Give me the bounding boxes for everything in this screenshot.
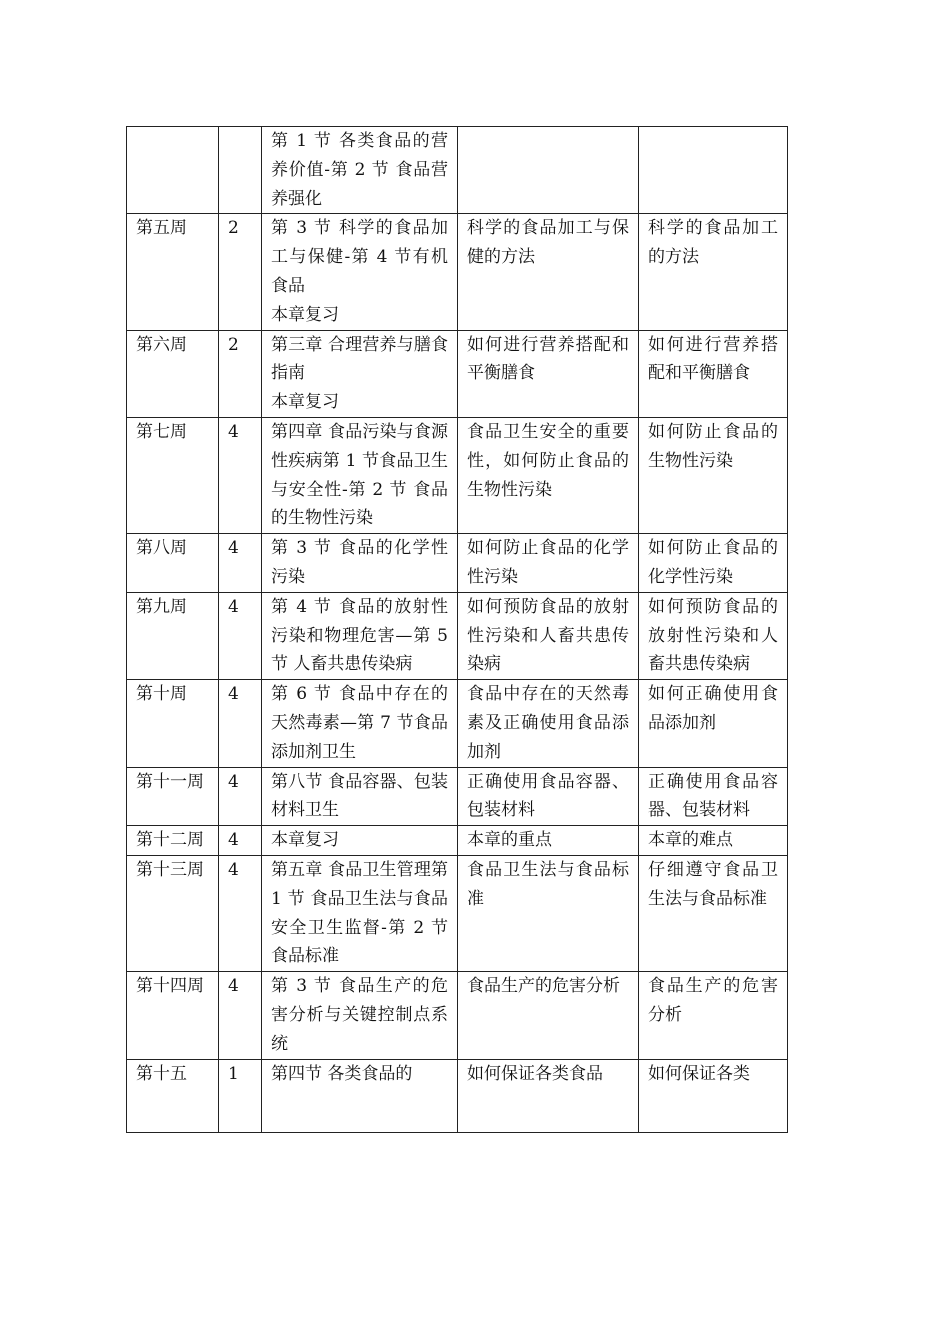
hours-cell: 2 [219, 330, 262, 417]
week-cell: 第十周 [127, 680, 219, 767]
hours-cell: 4 [219, 417, 262, 533]
difficulty-cell: 正确使用食品容器、包装材料 [639, 767, 788, 826]
difficulty-cell: 如何进行营养搭配和平衡膳食 [639, 330, 788, 417]
focus-cell: 如何进行营养搭配和平衡膳食 [458, 330, 639, 417]
difficulty-cell: 仔细遵守食品卫生法与食品标准 [639, 855, 788, 971]
table-row [127, 1059, 788, 1132]
week-cell: 第九周 [127, 592, 219, 679]
table-row [127, 767, 788, 826]
difficulty-cell: 科学的食品加工的方法 [639, 214, 788, 330]
focus-cell: 如何预防食品的放射性污染和人畜共患传染病 [458, 592, 639, 679]
week-cell: 第八周 [127, 534, 219, 593]
focus-cell: 本章的重点 [458, 826, 639, 856]
focus-cell: 食品卫生安全的重要性，如何防止食品的生物性污染 [458, 417, 639, 533]
content-cell: 第四节 各类食品的 [262, 1059, 458, 1132]
week-cell: 第十五 [127, 1059, 219, 1132]
hours-cell: 4 [219, 855, 262, 971]
content-cell: 第 6 节 食品中存在的天然毒素—第 7 节食品添加剂卫生 [262, 680, 458, 767]
difficulty-cell [639, 127, 788, 214]
focus-cell: 如何防止食品的化学性污染 [458, 534, 639, 593]
content-cell: 第 1 节 各类食品的营养价值-第 2 节 食品营养强化 [262, 127, 458, 214]
week-cell: 第十三周 [127, 855, 219, 971]
focus-cell: 食品中存在的天然毒素及正确使用食品添加剂 [458, 680, 639, 767]
hours-cell: 1 [219, 1059, 262, 1132]
content-cell: 第三章 合理营养与膳食指南 本章复习 [262, 330, 458, 417]
table-row [127, 680, 788, 767]
hours-cell: 4 [219, 972, 262, 1059]
focus-cell: 科学的食品加工与保健的方法 [458, 214, 639, 330]
difficulty-cell: 如何防止食品的生物性污染 [639, 417, 788, 533]
content-cell: 第 3 节 科学的食品加工与保健-第 4 节有机食品 本章复习 [262, 214, 458, 330]
table-row [127, 417, 788, 533]
table-row [127, 826, 788, 856]
difficulty-cell: 如何正确使用食品添加剂 [639, 680, 788, 767]
content-cell: 第五章 食品卫生管理第 1 节 食品卫生法与食品安全卫生监督-第 2 节 食品标准 [262, 855, 458, 971]
content-cell: 第四章 食品污染与食源性疾病第 1 节食品卫生与安全性-第 2 节 食品的生物性污染 [262, 417, 458, 533]
hours-cell: 4 [219, 767, 262, 826]
hours-cell: 4 [219, 826, 262, 856]
week-cell: 第十一周 [127, 767, 219, 826]
table-row [127, 855, 788, 971]
hours-cell: 4 [219, 534, 262, 593]
table-row [127, 127, 788, 214]
hours-cell: 2 [219, 214, 262, 330]
table-row [127, 214, 788, 330]
week-cell: 第七周 [127, 417, 219, 533]
focus-cell: 食品生产的危害分析 [458, 972, 639, 1059]
table-row [127, 330, 788, 417]
content-cell: 第 3 节 食品的化学性污染 [262, 534, 458, 593]
week-cell [127, 127, 219, 214]
hours-cell: 4 [219, 592, 262, 679]
focus-cell [458, 127, 639, 214]
week-cell: 第六周 [127, 330, 219, 417]
table-row [127, 534, 788, 593]
difficulty-cell: 如何预防食品的放射性污染和人畜共患传染病 [639, 592, 788, 679]
difficulty-cell: 如何防止食品的化学性污染 [639, 534, 788, 593]
hours-cell [219, 127, 262, 214]
table-row [127, 592, 788, 679]
focus-cell: 正确使用食品容器、包装材料 [458, 767, 639, 826]
hours-cell: 4 [219, 680, 262, 767]
content-cell: 本章复习 [262, 826, 458, 856]
difficulty-cell: 如何保证各类 [639, 1059, 788, 1132]
difficulty-cell: 本章的难点 [639, 826, 788, 856]
content-cell: 第 3 节 食品生产的危害分析与关键控制点系统 [262, 972, 458, 1059]
week-cell: 第十四周 [127, 972, 219, 1059]
teaching-schedule-table [126, 126, 788, 1133]
content-cell: 第 4 节 食品的放射性污染和物理危害—第 5 节 人畜共患传染病 [262, 592, 458, 679]
difficulty-cell: 食品生产的危害分析 [639, 972, 788, 1059]
week-cell: 第五周 [127, 214, 219, 330]
focus-cell: 如何保证各类食品 [458, 1059, 639, 1132]
content-cell: 第八节 食品容器、包装材料卫生 [262, 767, 458, 826]
week-cell: 第十二周 [127, 826, 219, 856]
focus-cell: 食品卫生法与食品标准 [458, 855, 639, 971]
table-row [127, 972, 788, 1059]
